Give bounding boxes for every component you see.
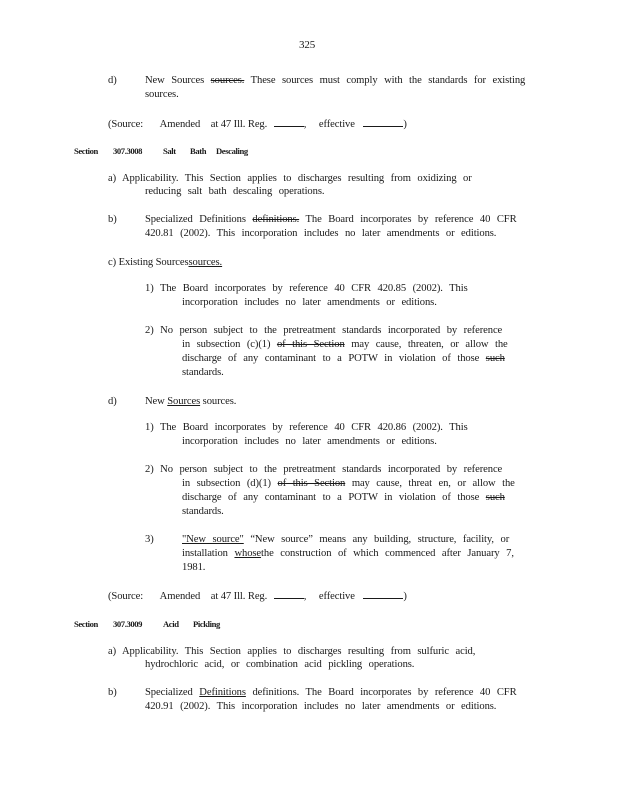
source2-at: at 47 Ill. Reg.	[210, 591, 268, 602]
block-c1-2-line2	[182, 338, 508, 351]
block-c1-pre: c) Existing Sources	[108, 257, 189, 268]
block-d2-3-line3: 1981.	[182, 562, 206, 573]
block-d2-line	[145, 395, 236, 408]
block-d2-2-line4: standards.	[182, 506, 224, 517]
block-d2-2-line2-post: may cause, threat en, or allow the	[351, 478, 515, 489]
section-3008-title-word-2: Bath	[190, 146, 207, 156]
block-d1-struck: sources.	[210, 75, 245, 86]
source1-amended: Amended	[159, 119, 201, 130]
page-number: 325	[299, 39, 316, 51]
block-b1-struck: definitions.	[252, 214, 300, 225]
section-3008-title-word-1: Salt	[163, 146, 176, 156]
block-d2-2-line1: 2) No person subject to the pretreatment standards incorporated by reference	[145, 464, 503, 475]
block-c1-2-line3-struck: such	[485, 353, 505, 364]
block-d2-pre: New	[145, 396, 165, 407]
block-d2-3-label: 3)	[145, 534, 154, 545]
block-d2-2-line3	[182, 491, 505, 504]
section-3009-title-word-1: Acid	[163, 619, 179, 629]
section-3009-word: Section	[74, 619, 98, 629]
block-c1-underlined: sources.	[188, 257, 223, 268]
source2-lead: (Source:	[108, 591, 144, 602]
block-d2-label: d)	[108, 396, 117, 407]
source1-effective-blank	[363, 117, 403, 127]
source2-effective-blank	[363, 589, 403, 599]
block-d2-2-line3-pre: discharge of any contaminant to a POTW in violation of those	[182, 492, 480, 503]
source1-at: at 47 Ill. Reg.	[210, 119, 268, 130]
block-d2-underlined: Sources	[167, 396, 201, 407]
block-c1-2-line4: standards.	[182, 367, 224, 378]
block-c1-2-line1: 2) No person subject to the pretreatment standards incorporated by reference	[145, 325, 503, 336]
block-d2-2-line3-struck: such	[485, 492, 505, 503]
block-d2-1-line1: 1) The Board incorporates by reference 40 CFR 420.86 (2002). This	[145, 422, 468, 433]
block-a2-line2: hydrochloric acid, or combination acid pickling operations.	[145, 659, 415, 670]
block-d2-3-line2	[182, 547, 514, 560]
block-b2-line2: 420.91 (2002). This incorporation includes no later amendments or editions.	[145, 701, 497, 712]
block-b2-line1	[145, 686, 517, 699]
source-line-2	[108, 589, 407, 603]
section-3008-number: 307.3008	[113, 146, 143, 156]
source2-reg-blank	[274, 589, 304, 599]
block-b2-post: definitions. The Board incorporates by reference 40 CFR	[252, 687, 517, 698]
source1-reg-blank	[274, 117, 304, 127]
source2-amended: Amended	[159, 591, 201, 602]
block-c1-2-line3-pre: discharge of any contaminant to a POTW in violation of those	[182, 353, 480, 364]
block-d2-3-line1	[182, 533, 509, 546]
block-b1-line1	[145, 213, 517, 226]
block-d1-pre: New Sources	[145, 75, 205, 86]
block-b1-label: b)	[108, 214, 117, 225]
block-b2-underlined: Definitions	[199, 687, 246, 698]
block-a1-line1: a) Applicability. This Section applies to discharges resulting from oxidizing or	[108, 173, 472, 184]
block-b1-line2: 420.81 (2002). This incorporation includes no later amendments or editions.	[145, 228, 497, 239]
block-c1-2-line3	[182, 352, 505, 365]
block-d2-post: sources.	[202, 396, 237, 407]
source1-close: )	[403, 119, 407, 130]
source2-comma: ,	[303, 591, 307, 602]
source-line-1	[108, 117, 407, 131]
source1-effective: effective	[318, 119, 355, 130]
block-d2-3-line2-pre: installation	[182, 548, 228, 559]
block-a1-line2: reducing salt bath descaling operations.	[145, 186, 325, 197]
section-3009-number: 307.3009	[113, 619, 143, 629]
block-c1-1-line2: incorporation includes no later amendments or editions.	[182, 297, 437, 308]
source2-close: )	[403, 591, 407, 602]
block-d2-2-line2-struck: of this Section	[277, 478, 346, 489]
block-d2-2-line2	[182, 477, 515, 490]
block-b2-label: b)	[108, 687, 117, 698]
source1-lead: (Source:	[108, 119, 144, 130]
block-d2-2-line2-pre: in subsection (d)(1)	[182, 478, 271, 489]
block-c1-1-line1: 1) The Board incorporates by reference 40 CFR 420.85 (2002). This	[145, 283, 468, 294]
block-d1-post: These sources must comply with the standards for existing	[250, 75, 526, 86]
block-c1-2-line2-pre: in subsection (c)(1)	[182, 339, 271, 350]
block-c1-2-line2-post: may cause, threaten, or allow the	[351, 339, 508, 350]
block-d2-3-line1-post: “New source” means any building, structure, facility, or	[250, 534, 510, 545]
section-3008-word: Section	[74, 146, 98, 156]
block-c1-line	[108, 256, 222, 269]
block-b2-pre: Specialized	[145, 687, 193, 698]
section-3009-title-word-2: Pickling	[193, 619, 220, 629]
block-d1-label: d)	[108, 75, 117, 86]
block-b1-post: The Board incorporates by reference 40 CFR	[305, 214, 517, 225]
block-d2-3-line2-underlined: whose	[234, 548, 262, 559]
block-b1-pre: Specialized Definitions	[145, 214, 246, 225]
source2-effective: effective	[318, 591, 355, 602]
block-c1-2-line2-struck: of this Section	[276, 339, 345, 350]
section-3008-title-word-3: Descaling	[216, 146, 248, 156]
block-d1-line2: sources.	[145, 89, 179, 100]
block-d2-1-line2: incorporation includes no later amendments or editions.	[182, 436, 437, 447]
source1-comma: ,	[303, 119, 307, 130]
block-d2-3-underlined-quote: "New source"	[182, 534, 244, 545]
block-d1-line1	[145, 74, 525, 87]
block-d2-3-line2-mid: the construction of which commenced after January 7,	[261, 548, 514, 559]
block-a2-line1: a) Applicability. This Section applies to discharges resulting from sulfuric acid,	[108, 646, 476, 657]
